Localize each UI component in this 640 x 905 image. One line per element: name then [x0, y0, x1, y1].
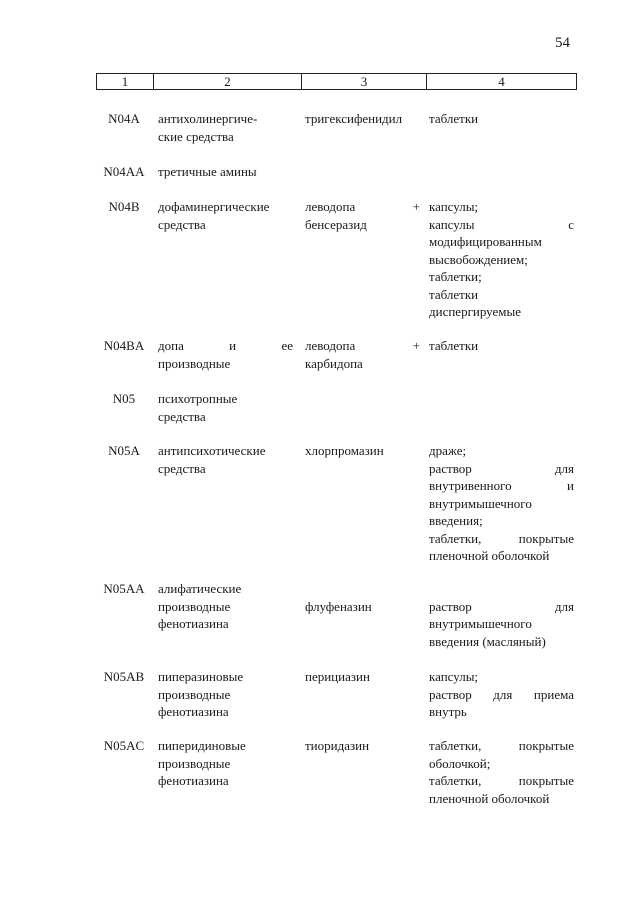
drug-name [305, 198, 420, 233]
dosage-form-line: пленочной оболочкой [429, 790, 550, 806]
group-name-line: антипсихотические [158, 443, 266, 458]
group-name-line: средства [158, 216, 206, 232]
dosage-form [429, 737, 574, 807]
drug-name [305, 580, 420, 615]
atc-code: N04A [108, 111, 140, 126]
group-name-line: фенотиазина [158, 704, 229, 719]
dosage-form-line: таблетки, покрытые [429, 738, 574, 753]
atc-code: N05AB [103, 669, 145, 684]
atc-code: N04AA [103, 164, 145, 179]
header-col-1: 1 [121, 74, 129, 89]
group-name-line: алифатические [158, 581, 242, 596]
drug-name [305, 737, 420, 755]
dosage-form-line: пленочной оболочкой [429, 548, 550, 563]
drug-name-line: карбидопа [305, 355, 363, 371]
dosage-form-line: таблетки, покрытые [429, 530, 574, 546]
dosage-form-line: таблетки [429, 286, 479, 302]
atc-code: N05 [112, 391, 136, 406]
dosage-form-line: оболочкой; [429, 755, 491, 771]
header-col-4: 4 [426, 74, 576, 89]
group-name [158, 442, 293, 477]
drug-name-line [305, 580, 420, 598]
dosage-form-line: внутримышечного [429, 616, 532, 631]
dosage-form-line: внутрь [429, 704, 467, 719]
dosage-form-line: введения; [429, 513, 483, 528]
drug-name [305, 110, 420, 128]
drug-name-line: флуфеназин [305, 598, 372, 614]
drug-name-line: тригексифенидил [305, 111, 403, 126]
dosage-form-line: капсулы; [429, 199, 479, 214]
group-name-line: средства [158, 408, 206, 424]
group-name-line: производные [158, 755, 231, 771]
dosage-form-line: таблетки, покрытые [429, 773, 574, 788]
group-name [158, 390, 293, 425]
dosage-form [429, 110, 574, 128]
header-col-3: 3 [301, 74, 426, 89]
dosage-form-line: диспергируемые [429, 304, 522, 319]
dosage-form-line: таблетки; [429, 269, 482, 284]
dosage-form-line: таблетки [429, 338, 479, 353]
atc-code: N05AC [103, 738, 145, 753]
group-name-line: дофаминергические [158, 199, 270, 214]
dosage-form-line: раствор для приема [429, 686, 574, 702]
drug-name-line: тиоридазин [305, 738, 370, 753]
dosage-form-line: капсулы; [429, 669, 479, 684]
drug-name [305, 442, 420, 460]
header-col-2: 2 [153, 74, 301, 89]
atc-code: N04BA [103, 338, 145, 353]
dosage-form [429, 198, 574, 321]
drug-name [305, 668, 420, 686]
group-name [158, 163, 293, 181]
group-name-line: средства [158, 460, 206, 476]
group-name-line: производные [158, 598, 231, 614]
dosage-form-line: модифицированным [429, 234, 542, 249]
dosage-form-line: драже; [429, 443, 467, 458]
group-name-line: пиперидиновые [158, 738, 246, 753]
group-name-line: фенотиазина [158, 616, 229, 631]
dosage-form [429, 337, 574, 355]
group-name-line: фенотиазина [158, 773, 229, 788]
dosage-form-line: введения (масляный) [429, 633, 546, 649]
dosage-form-line: внутримышечного [429, 495, 532, 511]
drug-name-line: бенсеразид [305, 216, 367, 232]
drug-name [305, 337, 420, 372]
atc-code: N05A [108, 443, 140, 458]
group-name [158, 110, 293, 145]
dosage-form [429, 580, 574, 650]
dosage-form-line: капсулы с [429, 216, 574, 232]
group-name [158, 580, 293, 633]
drug-name-line: леводопа + [305, 199, 420, 214]
dosage-form [429, 442, 574, 565]
table-header [96, 73, 577, 90]
dosage-form-line: раствор для [429, 598, 574, 614]
dosage-form-line [429, 580, 574, 598]
atc-code: N05AA [103, 581, 145, 596]
group-name-line: пиперазиновые [158, 669, 244, 684]
group-name [158, 737, 293, 790]
drug-name-line: перициазин [305, 669, 370, 684]
group-name [158, 668, 293, 721]
group-name-line: антихолинергиче- [158, 111, 258, 126]
drug-name-line: хлорпромазин [305, 443, 384, 458]
drug-name-line: леводопа + [305, 338, 420, 353]
dosage-form [429, 668, 574, 721]
dosage-form-line: внутривенного и [429, 478, 574, 493]
group-name-line: допа и ее [158, 338, 293, 353]
group-name [158, 337, 293, 372]
group-name-line: производные [158, 686, 231, 702]
dosage-form-line: высвобождением; [429, 251, 528, 267]
dosage-form-line: таблетки [429, 111, 479, 126]
group-name-line: производные [158, 355, 231, 371]
atc-code: N04B [108, 199, 140, 214]
group-name-line: третичные амины [158, 164, 257, 179]
group-name-line: психотропные [158, 391, 238, 406]
group-name-line: ские средства [158, 128, 234, 144]
group-name [158, 198, 293, 233]
dosage-form-line: раствор для [429, 460, 574, 476]
page-number: 54 [555, 35, 570, 51]
